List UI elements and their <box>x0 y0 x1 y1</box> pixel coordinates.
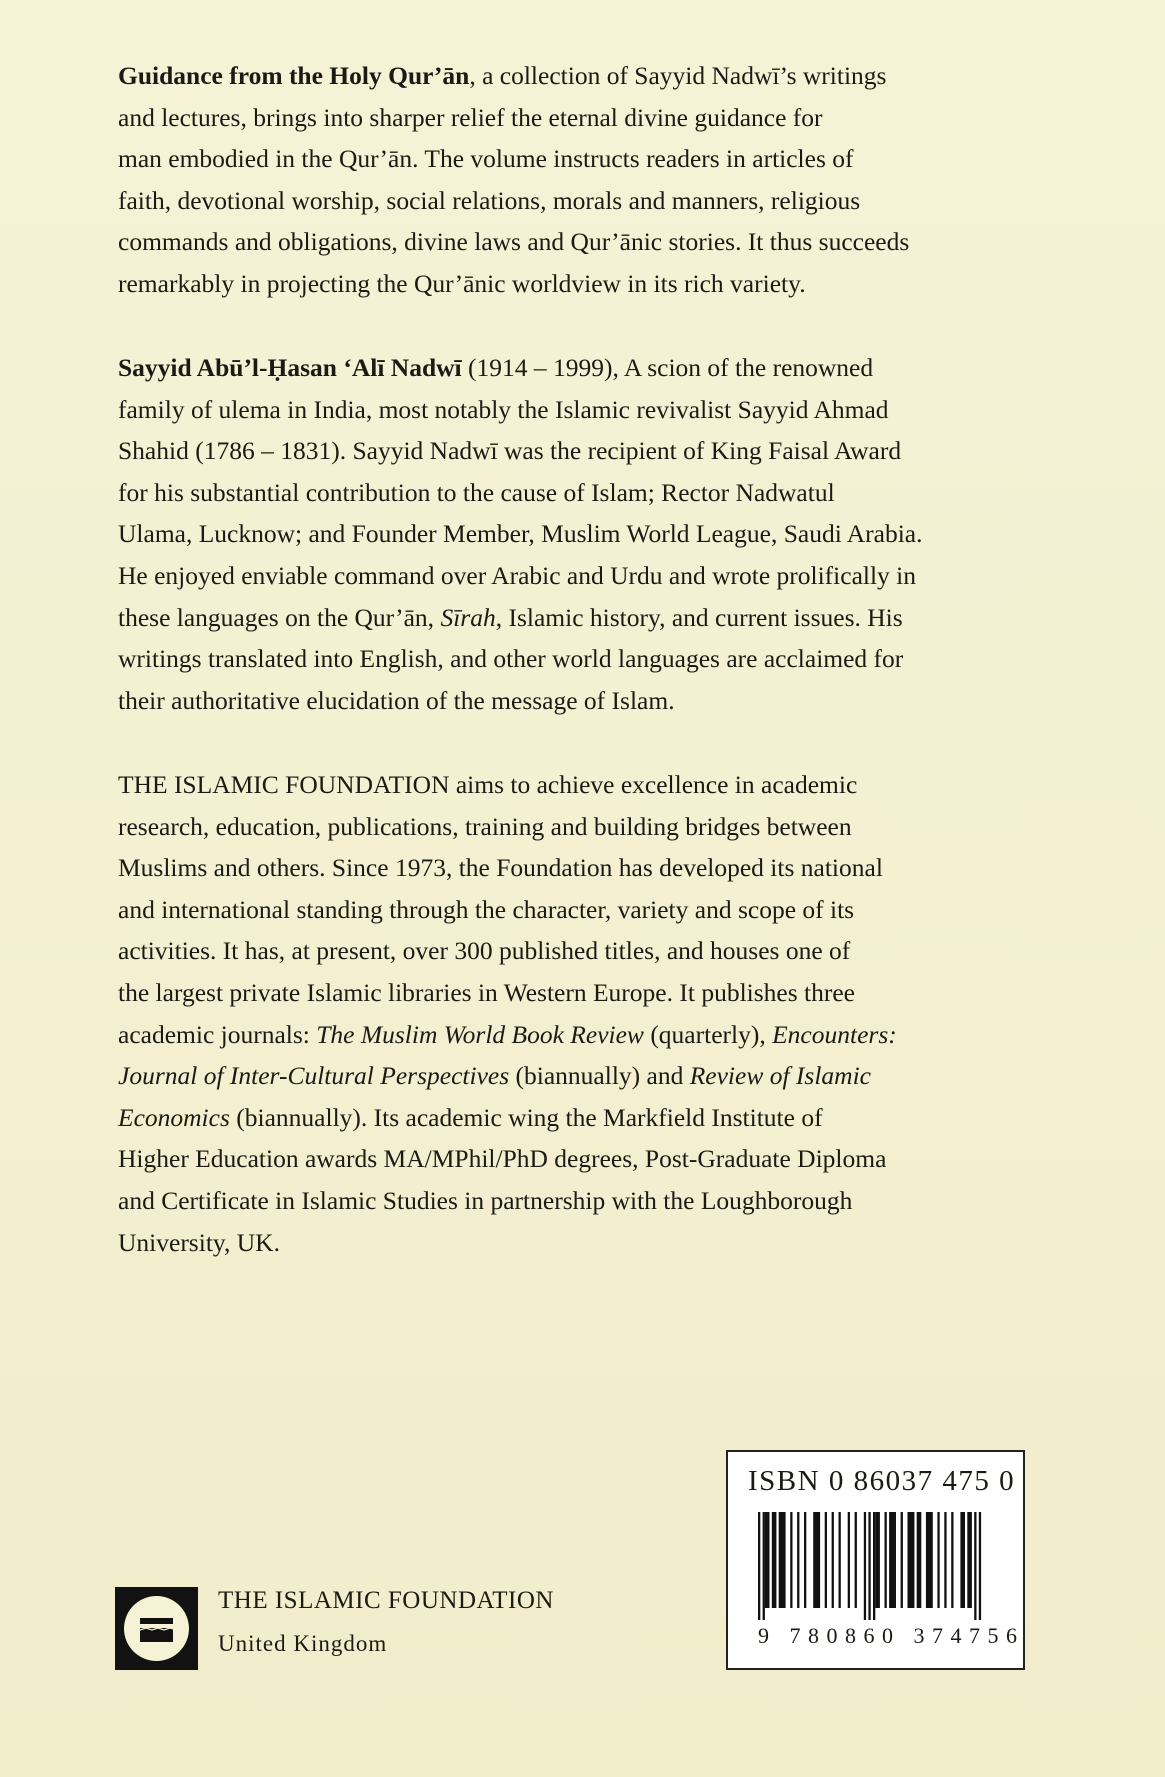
italic-run: The Muslim World Book Review <box>316 1019 644 1049</box>
barcode-bar <box>765 1512 770 1608</box>
text-line <box>118 638 1048 680</box>
text-run: for his substantial contribution to the cause of Islam; Rector Nadwatul <box>118 477 835 507</box>
text-line <box>118 930 1048 972</box>
barcode-bar <box>944 1512 946 1608</box>
barcode-bar <box>758 1512 760 1620</box>
text-run: activities. It has, at present, over 300 published titles, and houses one of <box>118 936 851 966</box>
barcode-bar <box>763 1512 765 1620</box>
barcode-bar <box>790 1512 792 1608</box>
italic-run: Encounters: <box>772 1019 897 1049</box>
barcode-bar <box>848 1512 850 1608</box>
kaaba-logo-icon <box>115 1587 198 1670</box>
text-line <box>118 97 1048 139</box>
text-line <box>118 221 1048 263</box>
text-run: (1914 – 1999), A scion of the renowned <box>461 353 874 382</box>
text-line <box>118 597 1048 639</box>
text-line <box>118 138 1048 180</box>
barcode-bar <box>889 1512 896 1608</box>
barcode-bar <box>855 1512 857 1608</box>
text-line <box>118 263 1048 305</box>
text-line <box>118 1138 1048 1180</box>
text-line <box>118 764 1048 806</box>
text-line <box>118 430 1048 472</box>
italic-run: Economics <box>118 1102 230 1132</box>
barcode-bar <box>901 1512 903 1608</box>
barcode-bar <box>979 1512 981 1620</box>
barcode-bar <box>825 1512 827 1608</box>
barcode-bar <box>772 1512 777 1608</box>
text-run: remarkably in projecting the Qur’ānic worldview in its rich variety. <box>118 268 806 298</box>
text-line <box>118 1014 1048 1056</box>
text-run: and lectures, brings into sharper relief the eternal divine guidance for <box>118 102 823 132</box>
isbn-label: ISBN 0 86037 475 0 <box>748 1465 1016 1497</box>
text-line <box>118 555 1048 597</box>
text-run: man embodied in the Qur’ān. The volume instructs readers in articles of <box>118 144 854 174</box>
text-run: THE ISLAMIC FOUNDATION aims to achieve excellence in academic <box>118 770 858 799</box>
italic-run: Review of Islamic <box>689 1061 871 1091</box>
barcode-digits: 9 780860 374756 <box>758 1623 1025 1648</box>
text-run: and Certificate in Islamic Studies in partnership with the Loughborough <box>118 1185 853 1215</box>
barcode-bar <box>864 1512 866 1620</box>
isbn-barcode-block <box>726 1450 1025 1670</box>
text-run: commands and obligations, divine laws and Qur’ānic stories. It thus succeeds <box>118 227 910 257</box>
text-run: writings translated into English, and other world languages are acclaimed for <box>118 644 904 674</box>
author-bio-paragraph <box>118 347 1048 721</box>
bold-run: Guidance from the Holy Qur’ān <box>118 61 470 90</box>
publisher-name: THE ISLAMIC FOUNDATION <box>218 1587 554 1614</box>
text-run: , a collection of Sayyid Nadwī’s writings <box>469 61 887 90</box>
text-run: the largest private Islamic libraries in Western Europe. It publishes three <box>118 977 855 1007</box>
barcode-bar <box>868 1512 870 1620</box>
barcode-bar <box>797 1512 799 1608</box>
barcode-bar <box>875 1512 880 1608</box>
text-line <box>118 889 1048 931</box>
publisher-imprint <box>218 1584 554 1657</box>
bold-run: Sayyid Abū’l-Ḥasan ‘Alī Nadwī <box>118 353 462 382</box>
text-run: their authoritative elucidation of the message of Islam. <box>118 685 675 715</box>
text-line <box>118 389 1048 431</box>
barcode-bar <box>926 1512 933 1608</box>
text-run: research, education, publications, training and building bridges between <box>118 811 852 841</box>
barcode-bar <box>873 1512 875 1620</box>
text-run: academic journals: <box>118 1019 317 1049</box>
text-run: (biannually) and <box>509 1061 690 1091</box>
publisher-description-paragraph <box>118 764 1048 1263</box>
barcode-bar <box>951 1512 953 1608</box>
text-line <box>118 847 1048 889</box>
text-line <box>118 972 1048 1014</box>
text-line <box>118 55 1048 97</box>
kaaba-icon <box>124 1596 189 1661</box>
barcode-bar <box>937 1512 939 1608</box>
barcode-bar <box>779 1512 786 1608</box>
italic-run: Sīrah <box>440 602 496 632</box>
text-run: Higher Education awards MA/MPhil/PhD degrees, Post-Graduate Diploma <box>118 1144 887 1174</box>
barcode-bar <box>832 1512 834 1608</box>
text-run: these languages on the Qur’ān, <box>118 602 441 632</box>
barcode-bar <box>885 1512 887 1608</box>
text-line <box>118 472 1048 514</box>
text-run: University, UK. <box>118 1227 280 1257</box>
text-line <box>118 806 1048 848</box>
barcode-bar <box>960 1512 965 1608</box>
barcode-bar <box>967 1512 972 1608</box>
text-line <box>118 180 1048 222</box>
barcode-bar <box>917 1512 922 1608</box>
text-run: (biannually). Its academic wing the Markfield Institute of <box>229 1102 823 1132</box>
text-run: faith, devotional worship, social relations, morals and manners, religious <box>118 185 861 215</box>
text-run: Shahid (1786 – 1831). Sayyid Nadwī was the recipient of King Faisal Award <box>118 436 902 466</box>
text-run: and international standing through the character, variety and scope of its <box>118 894 855 924</box>
text-line <box>118 1097 1048 1139</box>
book-description-paragraph <box>118 55 1048 305</box>
text-run: , Islamic history, and current issues. His <box>495 602 903 632</box>
italic-run: Journal of Inter-Cultural Perspectives <box>118 1061 510 1091</box>
text-line <box>118 347 1048 389</box>
logo-circle <box>124 1596 189 1661</box>
text-line <box>118 1222 1048 1264</box>
barcode-bar <box>974 1512 976 1620</box>
barcode-bar <box>839 1512 841 1608</box>
text-run: Ulama, Lucknow; and Founder Member, Muslim World League, Saudi Arabia. <box>118 519 923 549</box>
barcode <box>758 1512 993 1620</box>
text-run: Muslims and others. Since 1973, the Foundation has developed its national <box>118 853 883 883</box>
text-run: (quarterly), <box>643 1019 773 1049</box>
barcode-bar <box>908 1512 915 1608</box>
text-line <box>118 1055 1048 1097</box>
text-line <box>118 513 1048 555</box>
barcode-bar <box>804 1512 806 1608</box>
text-run: family of ulema in India, most notably the Islamic revivalist Sayyid Ahmad <box>118 394 889 424</box>
text-run: He enjoyed enviable command over Arabic and Urdu and wrote prolifically in <box>118 560 917 590</box>
text-line <box>118 1180 1048 1222</box>
barcode-bar <box>813 1512 820 1608</box>
text-line <box>118 680 1048 722</box>
publisher-country: United Kingdom <box>218 1631 388 1656</box>
